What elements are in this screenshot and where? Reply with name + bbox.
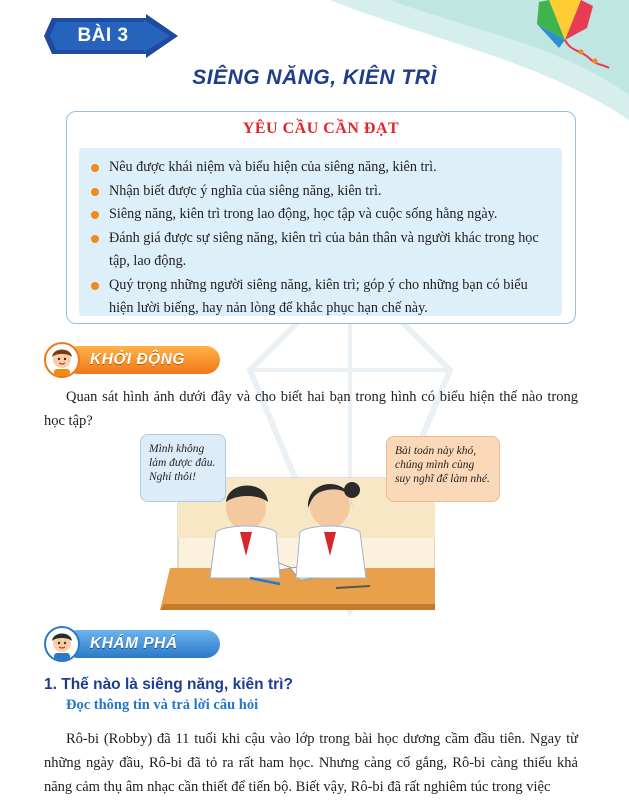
explore-section-header: [44, 626, 220, 662]
lesson-title: SIÊNG NĂNG, KIÊN TRÌ: [192, 66, 437, 89]
learning-requirements-box: [66, 111, 576, 324]
requirements-title: YÊU CẦU CẦN ĐẠT: [242, 120, 400, 137]
warmup-section-header: [44, 342, 220, 378]
bullet-icon: [91, 164, 99, 172]
kite-icon: [519, 0, 611, 70]
speech-bubble-girl: Bài toán này khó, chúng mình cùng suy nghĩ để làm nhé.: [386, 436, 500, 502]
warmup-prompt: Quan sát hình ảnh dưới đây và cho biết hai bạn trong hình có biểu hiện thế nào trong học tập?: [44, 389, 578, 429]
student-avatar-icon: [44, 342, 80, 378]
requirement-item: Quý trọng những người siêng năng, kiên trì; góp ý cho những bạn có biểu hiện lười biếng, hay nản lòng để khắc phục hạn chế này.: [91, 274, 552, 321]
speech-bubble-boy: Mình không làm được đâu. Nghỉ thôi!: [140, 434, 226, 502]
requirement-item: Siêng năng, kiên trì trong lao động, học tập và cuộc sống hằng ngày.: [91, 203, 552, 227]
requirements-list: [79, 148, 562, 321]
bullet-icon: [91, 211, 99, 219]
lesson-number-label: BÀI 3: [77, 25, 129, 46]
requirement-item: Đánh giá được sự siêng năng, kiên trì của bản thân và người khác trong học tập, lao động.: [91, 227, 552, 274]
warmup-heading: KHỞI ĐỘNG: [64, 346, 220, 374]
requirement-item: Nêu được khái niệm và biểu hiện của siêng năng, kiên trì.: [91, 156, 552, 180]
question-heading: 1. Thế nào là siêng năng, kiên trì?: [44, 676, 293, 693]
lesson-number-tag: [44, 14, 178, 58]
bullet-icon: [91, 282, 99, 290]
student-avatar-icon: [44, 626, 80, 662]
bullet-icon: [91, 188, 99, 196]
bullet-icon: [91, 235, 99, 243]
reading-subheading: Đọc thông tin và trả lời câu hỏi: [66, 697, 259, 713]
explore-heading: KHÁM PHÁ: [64, 630, 220, 658]
requirements-list-panel: [79, 148, 562, 316]
requirement-item: Nhận biết được ý nghĩa của siêng năng, kiên trì.: [91, 180, 552, 204]
reading-passage: Rô-bi (Robby) đã 11 tuổi khi cậu vào lớp trong bài học dương cầm đầu tiên. Ngay từ những ngày đầu, Rô-bi đã tỏ ra rất ham học. Nhưng càng cố gắng, Rô-bi càng thiếu khả năng cảm thụ âm nhạc cần thiết để tiến bộ. Biết vậy, Rô-bi đã rất nghiêm túc trong việc: [44, 731, 578, 795]
